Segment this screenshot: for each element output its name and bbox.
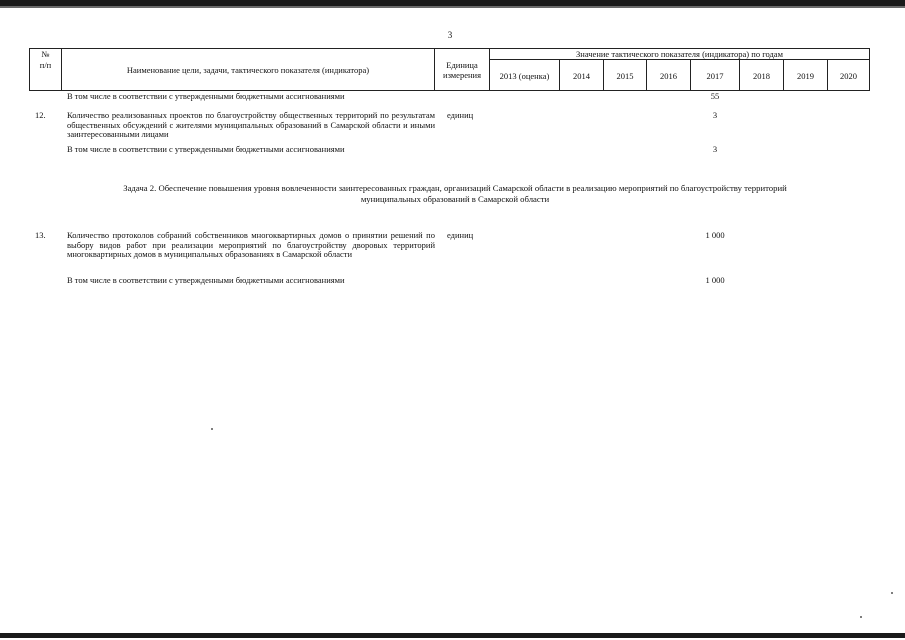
- scan-speck: [211, 428, 213, 430]
- header-unit-line1: Единица: [446, 60, 478, 70]
- header-name-label: Наименование цели, задачи, тактического показателя (индикатора): [126, 65, 370, 75]
- row-unit: единиц: [447, 110, 474, 120]
- scan-speck: [860, 616, 862, 618]
- row-description: Количество реализованных проектов по благоустройству общественных территорий по результатам общественных обсуждений с жителями муниципальных образований в Самарской области и иными заинтересованными лицами: [67, 110, 435, 139]
- header-year-2016: 2016: [660, 71, 677, 81]
- scan-top-shadow: [0, 6, 905, 8]
- header-year-2017: 2017: [706, 71, 724, 81]
- header-year-2015: 2015: [616, 71, 634, 81]
- page-number: 3: [447, 30, 453, 40]
- header-year-2020: 2020: [840, 71, 857, 81]
- scan-speck: [891, 592, 893, 594]
- row-value-2017: 3: [712, 110, 718, 120]
- row-description: В том числе в соответствии с утвержденными бюджетными ассигнованиями: [67, 144, 345, 154]
- task-2-heading: [60, 183, 850, 205]
- scan-bottom-border: [0, 633, 905, 638]
- header-year-2019: 2019: [797, 71, 814, 81]
- row-description: В том числе в соответствии с утвержденными бюджетными ассигнованиями: [67, 275, 345, 285]
- header-year-2018: 2018: [753, 71, 770, 81]
- header-num-symbol: №: [41, 49, 50, 59]
- row-value-2017: 3: [712, 144, 718, 154]
- row-value-2017: 55: [710, 91, 720, 101]
- row-description: В том числе в соответствии с утвержденными бюджетными ассигнованиями: [67, 91, 345, 101]
- task-2-heading-line2: муниципальных образований в Самарской области: [360, 194, 550, 204]
- row-description: Количество протоколов собраний собственников многоквартирных домов о принятии решений по выбору видов работ при реализации мероприятий по благоустройству дворовых территорий многоквартирных домов в муниципальных образованиях в Самарской области: [67, 230, 435, 259]
- row-value-2017: 1 000: [705, 230, 725, 240]
- row-unit: единиц: [447, 230, 474, 240]
- row-value-2017: 1 000: [705, 275, 725, 285]
- row-number: 13.: [35, 230, 46, 240]
- header-unit-line2: измерения: [443, 70, 481, 80]
- header-values-group-label: Значение тактического показателя (индикатора) по годам: [576, 49, 783, 59]
- task-2-heading-line1: Задача 2. Обеспечение повышения уровня вовлеченности заинтересованных граждан, организаций Самарской области в реализацию мероприятий по благоустройству территорий: [123, 183, 787, 193]
- header-year-2014: 2014: [573, 71, 590, 81]
- header-year-2013: 2013 (оценка): [499, 71, 550, 81]
- header-num-label: п/п: [39, 60, 52, 70]
- row-number: 12.: [35, 110, 46, 120]
